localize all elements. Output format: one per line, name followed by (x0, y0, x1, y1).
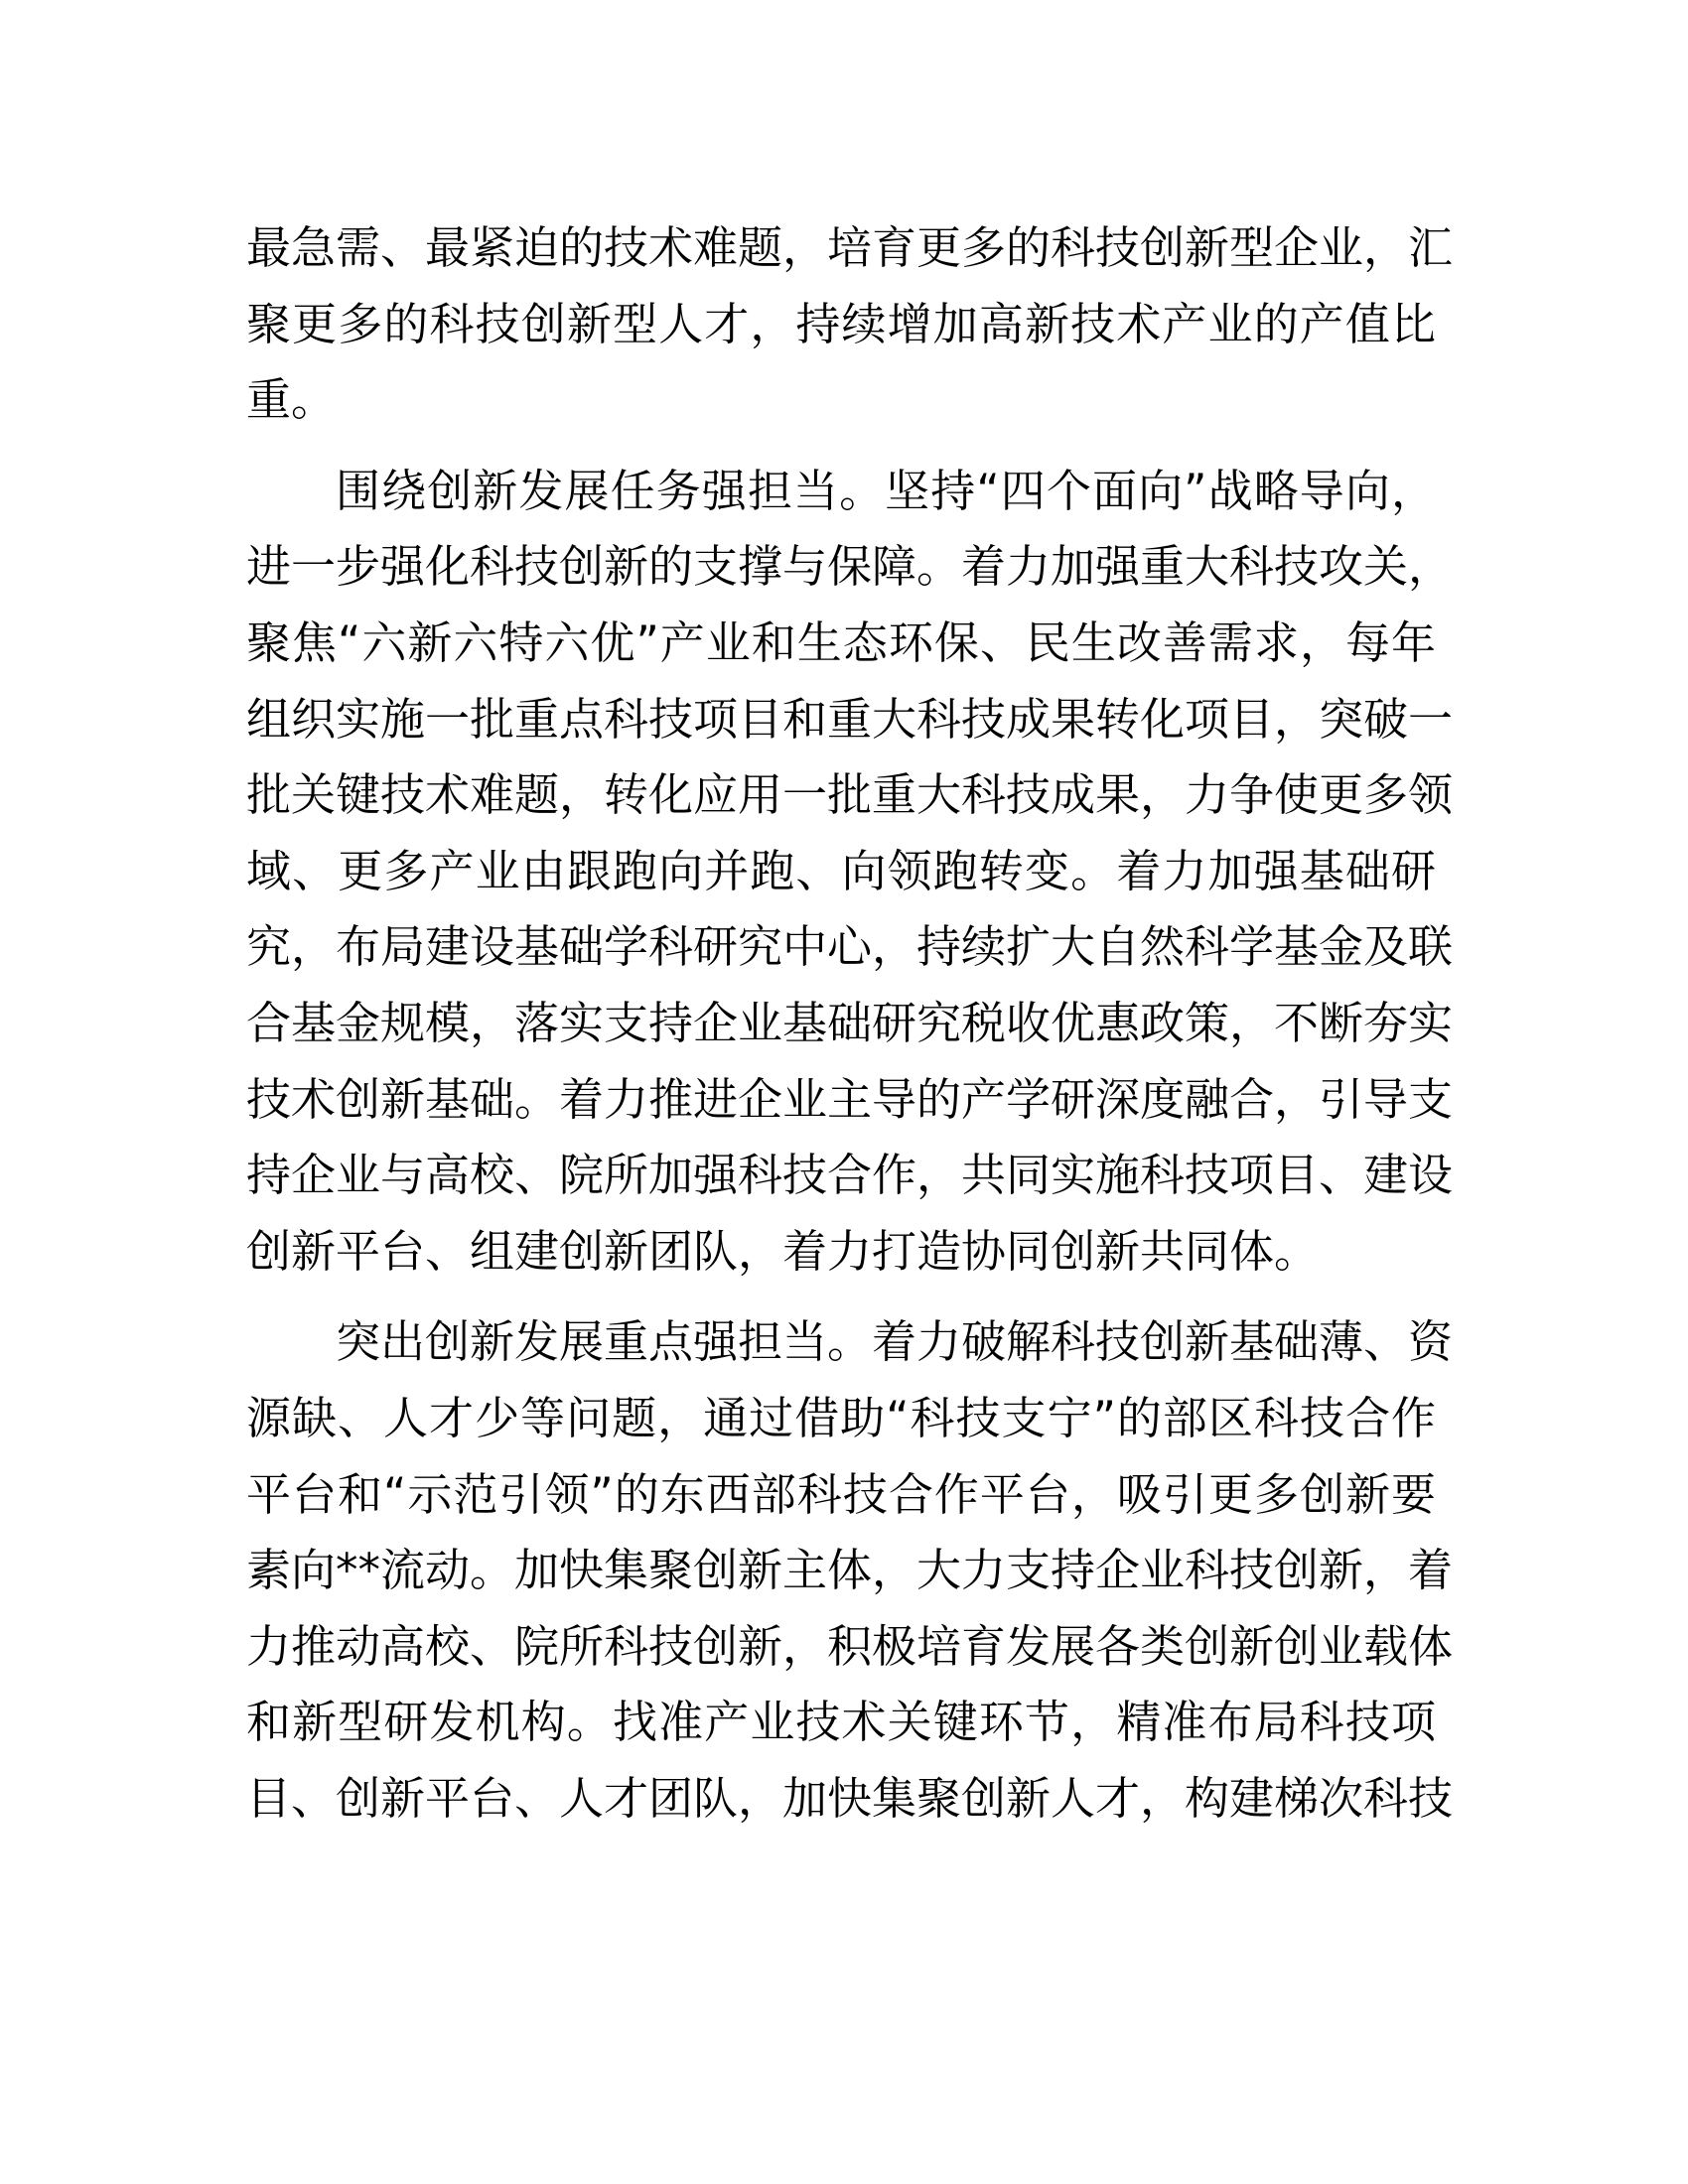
text-line: 进一步强化科技创新的支撑与保障。着力加强重大科技攻关， (246, 540, 1454, 594)
paragraph-1 (246, 210, 1454, 439)
text-line: 域、更多产业由跟跑向并跑、向领跑转变。着力加强基础研 (246, 844, 1436, 897)
text-line: 目、创新平台、人才团队，加快集聚创新人才，构建梯次科技 (246, 1771, 1454, 1825)
text-line: 持企业与高校、院所加强科技合作，共同实施科技项目、建设 (246, 1149, 1454, 1202)
text-line: 聚更多的科技创新型人才，持续增加高新技术产业的产值比 (246, 297, 1436, 350)
text-line: 和新型研发机构。找准产业技术关键环节，精准布局科技项 (246, 1696, 1436, 1749)
document-body (246, 210, 1454, 1837)
text-line: 最急需、最紧迫的技术难题，培育更多的科技创新型企业，汇 (246, 221, 1454, 274)
text-line: 平台和“示范引领”的东西部科技合作平台，吸引更多创新要 (246, 1467, 1436, 1521)
text-line: 究，布局建设基础学科研究中心，持续扩大自然科学基金及联 (246, 920, 1454, 974)
text-line: 源缺、人才少等问题，通过借助“科技支宁”的部区科技合作 (246, 1391, 1436, 1444)
text-line: 创新平台、组建创新团队，着力打造协同创新共同体。 (246, 1224, 1320, 1278)
text-line: 批关键技术难题，转化应用一批重大科技成果，力争使更多领 (246, 768, 1454, 822)
text-line: 组织实施一批重点科技项目和重大科技成果转化项目，突破一 (246, 692, 1454, 746)
paragraph-3 (246, 1304, 1454, 1837)
paragraph-gap (246, 439, 1436, 454)
text-line: 合基金规模，落实支持企业基础研究税收优惠政策，不断夯实 (246, 996, 1454, 1049)
text-line: 技术创新基础。着力推进企业主导的产学研深度融合，引导支 (246, 1072, 1454, 1126)
paragraph-gap (246, 1290, 1436, 1304)
text-line: 突出创新发展重点强担当。着力破解科技创新基础薄、资 (336, 1315, 1454, 1369)
text-line: 聚焦“六新六特六优”产业和生态环保、民生改善需求，每年 (246, 615, 1436, 669)
paragraph-2 (246, 454, 1454, 1291)
text-line: 素向**流动。加快集聚创新主体，大力支持企业科技创新，着 (246, 1544, 1454, 1597)
text-line: 重。 (246, 373, 337, 427)
text-line: 力推动高校、院所科技创新，积极培育发展各类创新创业载体 (246, 1619, 1454, 1673)
text-line: 围绕创新发展任务强担当。坚持“四个面向”战略导向， (336, 464, 1436, 517)
